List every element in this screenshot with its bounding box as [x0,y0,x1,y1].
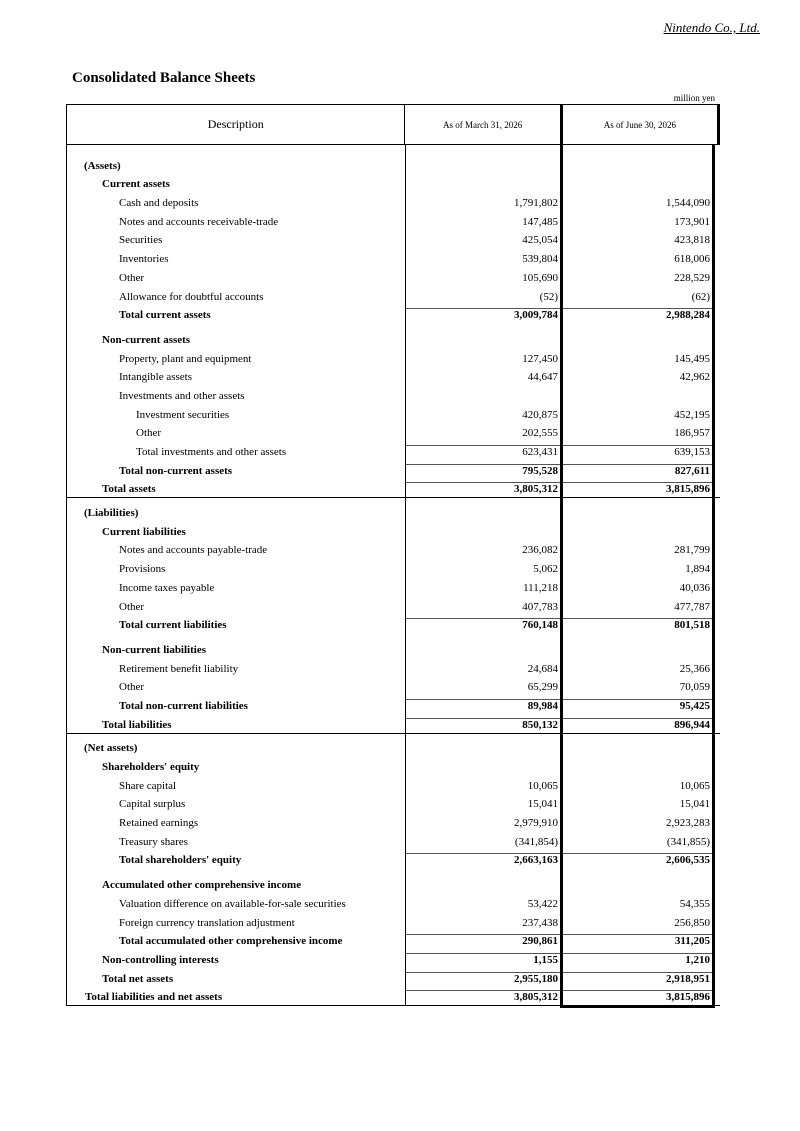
value-prev-period: 202,555 [522,427,558,440]
value-prev-period: 290,861 [406,934,560,947]
value-curr-period: 2,606,535 [563,853,712,866]
value-curr-period: 452,195 [674,408,710,421]
value-prev-period: 795,528 [406,464,560,477]
row-label: Treasury shares [66,831,405,850]
row-label: Total non-current assets [66,460,405,479]
table-row [66,756,720,775]
value-curr-period: 54,355 [679,897,710,910]
value-curr-period: 281,799 [674,544,710,557]
row-label: Total liabilities and net assets [66,987,405,1006]
table-row [66,794,720,813]
row-label: Intangible assets [66,367,405,386]
value-curr-period: 2,988,284 [563,308,712,321]
current-column-bottom-border [560,1005,715,1008]
value-prev-period: 2,955,180 [406,972,560,985]
row-label: Other [66,423,405,442]
row-label: Total accumulated other comprehensive income [66,931,405,950]
row-label: Share capital [66,775,405,794]
value-prev-period: (341,854) [514,835,558,848]
table-row [66,286,720,305]
row-label: Investment securities [66,404,405,423]
value-curr-period: 145,495 [674,352,710,365]
row-label: Retained earnings [66,812,405,831]
row-label: (Assets) [66,155,405,174]
table-row [66,831,720,850]
row-label: Other [66,596,405,615]
row-label: Provisions [66,558,405,577]
value-prev-period: 237,438 [522,916,558,929]
table-row [66,192,720,211]
value-prev-period: 623,431 [406,445,560,458]
value-curr-period: 639,153 [563,445,712,458]
value-curr-period: 173,901 [674,215,710,228]
header-prev-period: As of March 31, 2026 [404,105,559,144]
row-label: Retirement benefit liability [66,658,405,677]
row-label: Total current assets [66,305,405,324]
value-curr-period: 3,815,896 [563,482,712,495]
table-row [66,423,720,442]
table-row [66,850,720,869]
row-label: (Liabilities) [66,502,405,521]
table-row [66,949,720,968]
row-label: Notes and accounts receivable-trade [66,211,405,230]
value-curr-period: 186,957 [674,427,710,440]
unit-label: million yen [673,93,715,103]
table-row [66,367,720,386]
table-row [66,893,720,912]
value-curr-period: 2,923,283 [666,817,710,830]
row-label: Capital surplus [66,794,405,813]
value-curr-period: 1,210 [563,953,712,966]
table-row [66,987,720,1006]
table-row [66,441,720,460]
value-curr-period: 618,006 [674,253,710,266]
row-label: Non-current assets [66,329,405,348]
balance-sheet-table [66,104,720,1008]
row-label: Non-current liabilities [66,639,405,658]
value-prev-period: 407,783 [522,600,558,613]
row-label: Inventories [66,248,405,267]
row-label: Other [66,677,405,696]
row-label: Total liabilities [66,714,405,733]
row-label: Valuation difference on available-for-sale securities [66,893,405,912]
table-row [66,874,720,893]
value-prev-period: 53,422 [527,897,558,910]
value-curr-period: 15,041 [679,798,710,811]
value-prev-period: 539,804 [522,253,558,266]
row-label: Investments and other assets [66,385,405,404]
table-row [66,714,720,733]
header-curr-period: As of June 30, 2026 [560,105,720,144]
value-curr-period: 896,944 [563,718,712,731]
row-label: Income taxes payable [66,577,405,596]
value-prev-period: 44,647 [527,371,558,384]
row-label: Total assets [66,479,405,498]
table-section [66,498,720,733]
value-curr-period: 228,529 [674,271,710,284]
table-row [66,695,720,714]
value-curr-period: 423,818 [674,234,710,247]
row-label: Other [66,267,405,286]
value-curr-period: 95,425 [563,699,712,712]
table-row [66,931,720,950]
value-prev-period: 236,082 [522,544,558,557]
table-row [66,174,720,193]
table-row [66,385,720,404]
value-prev-period: 1,791,802 [514,197,558,210]
row-label: Foreign currency translation adjustment [66,912,405,931]
value-prev-period: 5,062 [533,563,558,576]
table-row [66,912,720,931]
row-label: Current liabilities [66,521,405,540]
value-curr-period: 25,366 [679,662,710,675]
value-curr-period: 311,205 [563,934,712,947]
table-row [66,521,720,540]
row-label: Total net assets [66,968,405,987]
value-prev-period: 147,485 [522,215,558,228]
table-row [66,479,720,498]
table-row [66,558,720,577]
value-curr-period: 42,962 [679,371,710,384]
table-row [66,968,720,987]
row-label: Property, plant and equipment [66,348,405,367]
table-row [66,348,720,367]
value-curr-period: 827,611 [563,464,712,477]
table-row [66,267,720,286]
value-prev-period: 425,054 [522,234,558,247]
row-label: Total investments and other assets [66,441,405,460]
value-curr-period: 40,036 [679,581,710,594]
table-row [66,329,720,348]
value-curr-period: (62) [691,290,710,303]
company-name: Nintendo Co., Ltd. [663,20,760,35]
table-row [66,404,720,423]
value-prev-period: 105,690 [522,271,558,284]
value-prev-period: 420,875 [522,408,558,421]
value-curr-period: 2,918,951 [563,972,712,985]
table-row [66,775,720,794]
document-title: Consolidated Balance Sheets [72,70,256,86]
value-curr-period: 1,894 [685,563,710,576]
table-row [66,540,720,559]
value-curr-period: 801,518 [563,618,712,631]
value-prev-period: 1,155 [406,953,560,966]
table-section [66,734,720,1007]
value-prev-period: 24,684 [527,662,558,675]
row-label: Shareholders' equity [66,756,405,775]
row-label: (Net assets) [66,738,405,757]
value-curr-period: 70,059 [679,681,710,694]
row-label: Securities [66,230,405,249]
table-header [66,104,720,145]
table-row [66,248,720,267]
value-curr-period: 477,787 [674,600,710,613]
value-prev-period: 127,450 [522,352,558,365]
row-label: Non-controlling interests [66,949,405,968]
value-prev-period: 850,132 [406,718,560,731]
table-row [66,812,720,831]
row-label: Total shareholders' equity [66,850,405,869]
table-body [66,145,720,1006]
row-label: Total current liabilities [66,615,405,634]
row-label: Current assets [66,174,405,193]
table-row [66,577,720,596]
value-prev-period: 760,148 [406,618,560,631]
value-prev-period: 65,299 [527,681,558,694]
table-row [66,738,720,757]
value-prev-period: 2,979,910 [514,817,558,830]
value-prev-period: 89,984 [406,699,560,712]
header-description: Description [66,105,404,144]
row-label: Cash and deposits [66,192,405,211]
value-prev-period: 3,009,784 [406,308,560,321]
table-row [66,639,720,658]
row-label: Allowance for doubtful accounts [66,286,405,305]
table-section [66,145,720,498]
value-prev-period: 3,805,312 [406,482,560,495]
table-row [66,211,720,230]
row-label: Accumulated other comprehensive income [66,874,405,893]
value-curr-period: 3,815,896 [563,990,712,1003]
value-prev-period: 15,041 [527,798,558,811]
table-row [66,305,720,324]
table-row [66,460,720,479]
value-curr-period: 10,065 [679,779,710,792]
table-row [66,658,720,677]
value-curr-period: 1,544,090 [666,197,710,210]
row-label: Total non-current liabilities [66,695,405,714]
table-row [66,230,720,249]
value-curr-period: (341,855) [666,835,710,848]
value-prev-period: 3,805,312 [406,990,560,1003]
table-row [66,677,720,696]
value-prev-period: 111,218 [523,581,558,594]
table-row [66,155,720,174]
table-row [66,615,720,634]
value-prev-period: 10,065 [527,779,558,792]
value-prev-period: 2,663,163 [406,853,560,866]
value-curr-period: 256,850 [674,916,710,929]
value-prev-period: (52) [539,290,558,303]
table-row [66,596,720,615]
row-label: Notes and accounts payable-trade [66,540,405,559]
table-row [66,502,720,521]
